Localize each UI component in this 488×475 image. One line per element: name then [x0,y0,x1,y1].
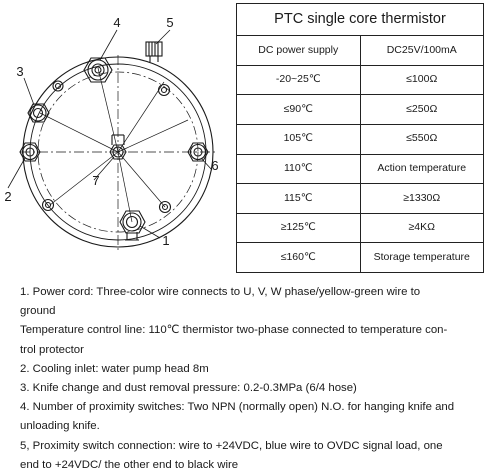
note-line: unloading knife. [20,420,100,433]
table-cell-temperature: 105℃ [237,124,361,154]
callout-1: 1 [162,233,170,248]
note-line: ground [20,305,56,318]
note-line: 1. Power cord: Three-color wire connects to U, V, W phase/yellow-green wire to [20,286,421,298]
note-line: trol protector [20,343,84,356]
callout-6: 6 [211,158,219,173]
table-row [237,36,484,66]
table-cell-temperature: ≥125℃ [237,213,361,243]
note-line: 3. Knife change and dust removal pressure: 0.2-0.3MPa (6/4 hose) [20,382,357,395]
callout-4: 4 [113,15,121,30]
fitting-1 [120,211,145,240]
table-row [237,213,484,243]
center-fitting-7 [110,135,126,159]
table-row [237,124,484,154]
table-row [237,243,484,273]
note-line: 2. Cooling inlet: water pump head 8m [20,362,209,375]
connector-5 [146,42,162,62]
table-cell-value: ≥1330Ω [360,184,484,214]
table-cell-value: ≥4KΩ [360,213,484,243]
table-row [237,65,484,95]
table-cell-temperature: 110℃ [237,154,361,184]
callout-leaders [8,30,212,238]
notes-section [20,283,484,475]
callout-5: 5 [166,15,174,30]
table-cell-value: Action temperature [360,154,484,184]
table-cell-temperature: ≤90℃ [237,95,361,125]
table-cell-value: DC25V/100mA [360,36,484,66]
note-line: 4. Number of proximity switches: Two NPN (normally open) N.O. for hanging knife and [20,401,455,414]
note-line: 5, Proximity switch connection: wire to +24VDC, blue wire to OVDC signal load, one [20,439,443,452]
table-cell-value: ≤250Ω [360,95,484,125]
table-cell-value: ≤550Ω [360,124,484,154]
table-row [237,154,484,184]
table-cell-value: ≤100Ω [360,65,484,95]
table-cell-temperature: ≤160℃ [237,243,361,273]
callout-7: 7 [92,173,100,188]
callout-3: 3 [16,64,24,79]
motor-end-view-drawing [0,0,235,275]
table-row [237,95,484,125]
table-cell-temperature: -20~25℃ [237,65,361,95]
table-row [237,184,484,214]
table-cell-temperature: DC power supply [237,36,361,66]
table-title: PTC single core thermistor [237,4,484,36]
ptc-thermistor-table [236,3,484,273]
table-cell-value: Storage temperature [360,243,484,273]
note-line: end to +24VDC/ the other end to black wire [20,458,239,471]
callout-2: 2 [4,189,12,204]
table-cell-temperature: 115℃ [237,184,361,214]
note-line: Temperature control line: 110℃ thermistor two-phase connected to temperature con- [20,324,448,337]
